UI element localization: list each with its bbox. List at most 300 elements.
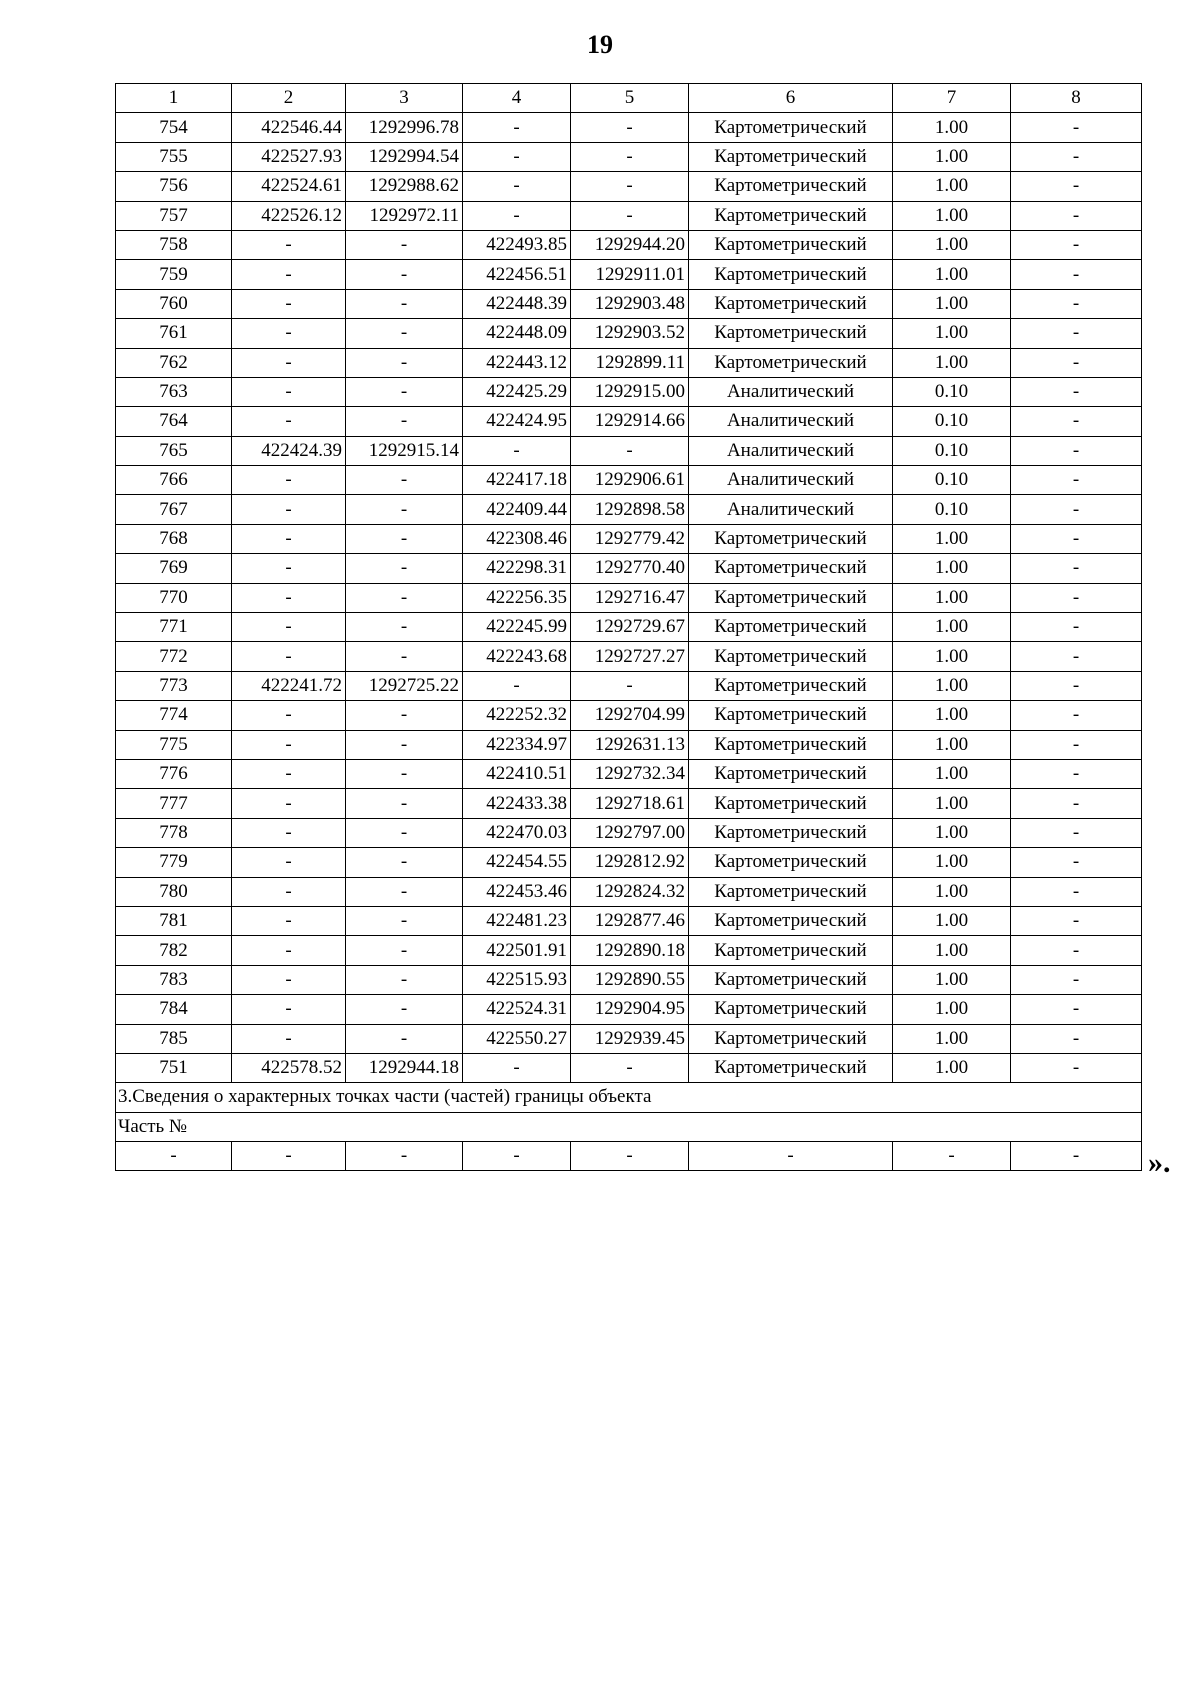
points-table — [115, 83, 1142, 1171]
table-row — [116, 436, 1142, 465]
header-row — [116, 84, 1142, 113]
cell-col-7: 1.00 — [893, 906, 1011, 935]
cell-col-7: 1.00 — [893, 230, 1011, 259]
table-row — [116, 671, 1142, 700]
cell-col-5: - — [571, 436, 689, 465]
cell-col-3: - — [346, 289, 463, 318]
cell-col-5: 1292770.40 — [571, 554, 689, 583]
cell-col-1: 774 — [116, 701, 232, 730]
cell-col-1: 781 — [116, 906, 232, 935]
table-row — [116, 524, 1142, 553]
cell-col-6: - — [689, 1142, 893, 1171]
cell-col-2: 422546.44 — [232, 113, 346, 142]
cell-col-6: Картометрический — [689, 583, 893, 612]
table-row — [116, 965, 1142, 994]
cell-col-5: 1292716.47 — [571, 583, 689, 612]
cell-col-2: - — [232, 524, 346, 553]
table-row — [116, 319, 1142, 348]
section-title: 3.Сведения о характерных точках части (частей) границы объекта — [116, 1083, 1142, 1112]
cell-col-5: - — [571, 1142, 689, 1171]
cell-col-4: 422433.38 — [463, 789, 571, 818]
cell-col-3: - — [346, 348, 463, 377]
cell-col-4: - — [463, 142, 571, 171]
cell-col-4: 422417.18 — [463, 466, 571, 495]
cell-col-1: 782 — [116, 936, 232, 965]
cell-col-8: - — [1011, 554, 1142, 583]
cell-col-7: 0.10 — [893, 436, 1011, 465]
cell-col-7: 1.00 — [893, 642, 1011, 671]
table-row — [116, 848, 1142, 877]
cell-col-7: 0.10 — [893, 466, 1011, 495]
cell-col-5: 1292911.01 — [571, 260, 689, 289]
cell-col-7: 1.00 — [893, 613, 1011, 642]
cell-col-1: 751 — [116, 1053, 232, 1082]
cell-col-6: Картометрический — [689, 1053, 893, 1082]
cell-col-7: 1.00 — [893, 554, 1011, 583]
cell-col-6: Аналитический — [689, 377, 893, 406]
cell-col-7: 1.00 — [893, 995, 1011, 1024]
cell-col-4: 422334.97 — [463, 730, 571, 759]
table-row — [116, 201, 1142, 230]
cell-col-1: 766 — [116, 466, 232, 495]
cell-col-3: - — [346, 848, 463, 877]
cell-col-1: 785 — [116, 1024, 232, 1053]
cell-col-8: - — [1011, 583, 1142, 612]
cell-col-1: 776 — [116, 759, 232, 788]
cell-col-6: Картометрический — [689, 642, 893, 671]
cell-col-3: - — [346, 407, 463, 436]
cell-col-8: - — [1011, 289, 1142, 318]
cell-col-7: 1.00 — [893, 818, 1011, 847]
cell-col-2: - — [232, 789, 346, 818]
cell-col-5: 1292903.52 — [571, 319, 689, 348]
cell-col-8: - — [1011, 789, 1142, 818]
cell-col-6: Картометрический — [689, 524, 893, 553]
cell-col-6: Аналитический — [689, 407, 893, 436]
part-label-row — [116, 1112, 1142, 1141]
cell-col-5: 1292898.58 — [571, 495, 689, 524]
cell-col-7: 0.10 — [893, 495, 1011, 524]
cell-col-1: 777 — [116, 789, 232, 818]
cell-col-2: - — [232, 230, 346, 259]
cell-col-7: 0.10 — [893, 377, 1011, 406]
cell-col-8: 8 — [1011, 84, 1142, 113]
cell-col-1: 779 — [116, 848, 232, 877]
cell-col-7: 1.00 — [893, 936, 1011, 965]
cell-col-3: - — [346, 319, 463, 348]
cell-col-4: 422515.93 — [463, 965, 571, 994]
cell-col-5: 1292631.13 — [571, 730, 689, 759]
table-row — [116, 906, 1142, 935]
cell-col-3: 1292996.78 — [346, 113, 463, 142]
part-label: Часть № — [116, 1112, 1142, 1141]
cell-col-2: - — [232, 818, 346, 847]
cell-col-1: 764 — [116, 407, 232, 436]
cell-col-5: - — [571, 671, 689, 700]
cell-col-5: 1292915.00 — [571, 377, 689, 406]
cell-col-1: 775 — [116, 730, 232, 759]
cell-col-7: 1.00 — [893, 524, 1011, 553]
cell-col-8: - — [1011, 877, 1142, 906]
cell-col-5: 1292903.48 — [571, 289, 689, 318]
cell-col-2: - — [232, 759, 346, 788]
cell-col-1: 771 — [116, 613, 232, 642]
cell-col-5: 1292704.99 — [571, 701, 689, 730]
table-row — [116, 466, 1142, 495]
cell-col-2: - — [232, 642, 346, 671]
cell-col-3: - — [346, 818, 463, 847]
cell-col-5: 1292812.92 — [571, 848, 689, 877]
cell-col-1: 773 — [116, 671, 232, 700]
cell-col-1: 768 — [116, 524, 232, 553]
cell-col-2: 422241.72 — [232, 671, 346, 700]
cell-col-1: 778 — [116, 818, 232, 847]
cell-col-7: 0.10 — [893, 407, 1011, 436]
cell-col-4: 422524.31 — [463, 995, 571, 1024]
cell-col-7: 1.00 — [893, 260, 1011, 289]
cell-col-4: 422243.68 — [463, 642, 571, 671]
cell-col-8: - — [1011, 466, 1142, 495]
cell-col-3: - — [346, 495, 463, 524]
cell-col-4: 422470.03 — [463, 818, 571, 847]
cell-col-5: 1292939.45 — [571, 1024, 689, 1053]
cell-col-8: - — [1011, 319, 1142, 348]
cell-col-2: 422424.39 — [232, 436, 346, 465]
cell-col-8: - — [1011, 260, 1142, 289]
table-row — [116, 789, 1142, 818]
cell-col-6: Картометрический — [689, 172, 893, 201]
cell-col-5: 1292890.55 — [571, 965, 689, 994]
cell-col-3: - — [346, 701, 463, 730]
table-row — [116, 377, 1142, 406]
cell-col-3: 1292915.14 — [346, 436, 463, 465]
cell-col-2: - — [232, 583, 346, 612]
cell-col-5: 1292732.34 — [571, 759, 689, 788]
table-row — [116, 495, 1142, 524]
cell-col-6: Аналитический — [689, 436, 893, 465]
cell-col-6: Картометрический — [689, 113, 893, 142]
cell-col-2: - — [232, 995, 346, 1024]
cell-col-2: - — [232, 1024, 346, 1053]
cell-col-7: 7 — [893, 84, 1011, 113]
cell-col-5: 1292877.46 — [571, 906, 689, 935]
cell-col-3: 1292972.11 — [346, 201, 463, 230]
table-row — [116, 642, 1142, 671]
cell-col-3: 1292944.18 — [346, 1053, 463, 1082]
cell-col-3: 1292988.62 — [346, 172, 463, 201]
cell-col-6: Картометрический — [689, 230, 893, 259]
cell-col-7: 1.00 — [893, 172, 1011, 201]
cell-col-2: - — [232, 1142, 346, 1171]
cell-col-3: - — [346, 936, 463, 965]
cell-col-6: Картометрический — [689, 995, 893, 1024]
cell-col-3: - — [346, 377, 463, 406]
cell-col-2: 2 — [232, 84, 346, 113]
section-title-row — [116, 1083, 1142, 1112]
table-row — [116, 172, 1142, 201]
cell-col-5: 1292779.42 — [571, 524, 689, 553]
table-row — [116, 818, 1142, 847]
cell-col-4: 422448.09 — [463, 319, 571, 348]
table-row — [116, 142, 1142, 171]
cell-col-1: 755 — [116, 142, 232, 171]
cell-col-7: 1.00 — [893, 201, 1011, 230]
cell-col-4: 422448.39 — [463, 289, 571, 318]
cell-col-8: - — [1011, 524, 1142, 553]
cell-col-2: 422578.52 — [232, 1053, 346, 1082]
cell-col-6: Картометрический — [689, 1024, 893, 1053]
cell-col-4: 422501.91 — [463, 936, 571, 965]
cell-col-3: - — [346, 906, 463, 935]
cell-col-3: - — [346, 995, 463, 1024]
cell-col-5: 5 — [571, 84, 689, 113]
table-row — [116, 289, 1142, 318]
cell-col-4: - — [463, 201, 571, 230]
cell-col-2: - — [232, 965, 346, 994]
cell-col-3: - — [346, 1142, 463, 1171]
cell-col-4: 422409.44 — [463, 495, 571, 524]
cell-col-1: 780 — [116, 877, 232, 906]
cell-col-8: - — [1011, 848, 1142, 877]
cell-col-8: - — [1011, 965, 1142, 994]
cell-col-7: 1.00 — [893, 583, 1011, 612]
table-row — [116, 230, 1142, 259]
cell-col-3: - — [346, 583, 463, 612]
table-row — [116, 759, 1142, 788]
cell-col-7: 1.00 — [893, 789, 1011, 818]
cell-col-3: - — [346, 642, 463, 671]
cell-col-3: - — [346, 260, 463, 289]
cell-col-5: 1292914.66 — [571, 407, 689, 436]
cell-col-8: - — [1011, 113, 1142, 142]
cell-col-5: 1292718.61 — [571, 789, 689, 818]
cell-col-1: - — [116, 1142, 232, 1171]
cell-col-7: - — [893, 1142, 1011, 1171]
table-row — [116, 1053, 1142, 1082]
cell-col-1: 783 — [116, 965, 232, 994]
cell-col-4: 422550.27 — [463, 1024, 571, 1053]
closing-mark: ». — [1148, 1146, 1171, 1179]
cell-col-2: 422527.93 — [232, 142, 346, 171]
cell-col-6: Картометрический — [689, 671, 893, 700]
cell-col-4: 422456.51 — [463, 260, 571, 289]
cell-col-4: - — [463, 172, 571, 201]
cell-col-2: - — [232, 319, 346, 348]
cell-col-1: 757 — [116, 201, 232, 230]
cell-col-5: 1292727.27 — [571, 642, 689, 671]
cell-col-5: 1292944.20 — [571, 230, 689, 259]
table-row — [116, 701, 1142, 730]
cell-col-8: - — [1011, 818, 1142, 847]
cell-col-1: 758 — [116, 230, 232, 259]
cell-col-6: Аналитический — [689, 466, 893, 495]
cell-col-6: Картометрический — [689, 789, 893, 818]
cell-col-4: - — [463, 436, 571, 465]
cell-col-4: 422245.99 — [463, 613, 571, 642]
cell-col-4: 422443.12 — [463, 348, 571, 377]
table-row — [116, 583, 1142, 612]
table-row — [116, 113, 1142, 142]
cell-col-1: 784 — [116, 995, 232, 1024]
cell-col-2: - — [232, 701, 346, 730]
cell-col-2: - — [232, 407, 346, 436]
cell-col-7: 1.00 — [893, 759, 1011, 788]
cell-col-3: - — [346, 759, 463, 788]
cell-col-2: - — [232, 877, 346, 906]
table-row — [116, 936, 1142, 965]
cell-col-1: 754 — [116, 113, 232, 142]
cell-col-3: - — [346, 554, 463, 583]
cell-col-8: - — [1011, 348, 1142, 377]
cell-col-2: - — [232, 906, 346, 935]
cell-col-1: 772 — [116, 642, 232, 671]
cell-col-6: Картометрический — [689, 936, 893, 965]
page-number: 19 — [587, 30, 613, 59]
cell-col-3: - — [346, 1024, 463, 1053]
cell-col-1: 756 — [116, 172, 232, 201]
cell-col-2: - — [232, 260, 346, 289]
cell-col-8: - — [1011, 642, 1142, 671]
table-body — [116, 84, 1142, 1171]
cell-col-3: 3 — [346, 84, 463, 113]
cell-col-6: Картометрический — [689, 319, 893, 348]
cell-col-2: - — [232, 348, 346, 377]
cell-col-7: 1.00 — [893, 1024, 1011, 1053]
cell-col-8: - — [1011, 701, 1142, 730]
cell-col-1: 767 — [116, 495, 232, 524]
cell-col-8: - — [1011, 436, 1142, 465]
cell-col-4: 422298.31 — [463, 554, 571, 583]
cell-col-4: 422410.51 — [463, 759, 571, 788]
cell-col-7: 1.00 — [893, 289, 1011, 318]
cell-col-3: - — [346, 524, 463, 553]
cell-col-6: Картометрический — [689, 965, 893, 994]
cell-col-7: 1.00 — [893, 142, 1011, 171]
cell-col-4: 422454.55 — [463, 848, 571, 877]
cell-col-4: 422308.46 — [463, 524, 571, 553]
cell-col-6: Аналитический — [689, 495, 893, 524]
cell-col-6: Картометрический — [689, 730, 893, 759]
cell-col-6: Картометрический — [689, 613, 893, 642]
cell-col-3: - — [346, 613, 463, 642]
cell-col-8: - — [1011, 995, 1142, 1024]
cell-col-8: - — [1011, 495, 1142, 524]
cell-col-6: 6 — [689, 84, 893, 113]
cell-col-4: - — [463, 1142, 571, 1171]
cell-col-2: - — [232, 377, 346, 406]
table-row — [116, 730, 1142, 759]
table-row — [116, 613, 1142, 642]
table-row — [116, 1024, 1142, 1053]
cell-col-6: Картометрический — [689, 289, 893, 318]
cell-col-8: - — [1011, 730, 1142, 759]
cell-col-7: 1.00 — [893, 877, 1011, 906]
cell-col-7: 1.00 — [893, 730, 1011, 759]
cell-col-3: - — [346, 466, 463, 495]
cell-col-2: - — [232, 936, 346, 965]
cell-col-8: - — [1011, 230, 1142, 259]
cell-col-4: 4 — [463, 84, 571, 113]
table-row — [116, 877, 1142, 906]
cell-col-3: - — [346, 789, 463, 818]
cell-col-6: Картометрический — [689, 818, 893, 847]
cell-col-7: 1.00 — [893, 701, 1011, 730]
cell-col-3: - — [346, 730, 463, 759]
cell-col-1: 759 — [116, 260, 232, 289]
cell-col-7: 1.00 — [893, 319, 1011, 348]
cell-col-6: Картометрический — [689, 848, 893, 877]
cell-col-5: 1292906.61 — [571, 466, 689, 495]
cell-col-3: - — [346, 965, 463, 994]
cell-col-6: Картометрический — [689, 906, 893, 935]
cell-col-3: 1292994.54 — [346, 142, 463, 171]
cell-col-7: 1.00 — [893, 671, 1011, 700]
cell-col-1: 763 — [116, 377, 232, 406]
cell-col-5: - — [571, 113, 689, 142]
cell-col-5: 1292904.95 — [571, 995, 689, 1024]
cell-col-8: - — [1011, 172, 1142, 201]
cell-col-7: 1.00 — [893, 113, 1011, 142]
cell-col-1: 769 — [116, 554, 232, 583]
cell-col-1: 761 — [116, 319, 232, 348]
cell-col-5: 1292899.11 — [571, 348, 689, 377]
cell-col-1: 762 — [116, 348, 232, 377]
cell-col-6: Картометрический — [689, 877, 893, 906]
cell-col-8: - — [1011, 906, 1142, 935]
cell-col-8: - — [1011, 1024, 1142, 1053]
cell-col-8: - — [1011, 936, 1142, 965]
cell-col-8: - — [1011, 1142, 1142, 1171]
cell-col-6: Картометрический — [689, 201, 893, 230]
cell-col-8: - — [1011, 377, 1142, 406]
cell-col-5: 1292729.67 — [571, 613, 689, 642]
cell-col-6: Картометрический — [689, 554, 893, 583]
cell-col-6: Картометрический — [689, 142, 893, 171]
cell-col-2: - — [232, 495, 346, 524]
cell-col-7: 1.00 — [893, 1053, 1011, 1082]
cell-col-4: - — [463, 671, 571, 700]
cell-col-6: Картометрический — [689, 260, 893, 289]
cell-col-2: - — [232, 613, 346, 642]
cell-col-2: - — [232, 289, 346, 318]
cell-col-8: - — [1011, 142, 1142, 171]
cell-col-4: 422252.32 — [463, 701, 571, 730]
table-row — [116, 554, 1142, 583]
cell-col-5: - — [571, 1053, 689, 1082]
cell-col-6: Картометрический — [689, 701, 893, 730]
cell-col-5: 1292797.00 — [571, 818, 689, 847]
cell-col-1: 1 — [116, 84, 232, 113]
cell-col-1: 770 — [116, 583, 232, 612]
cell-col-7: 1.00 — [893, 348, 1011, 377]
cell-col-5: - — [571, 142, 689, 171]
cell-col-7: 1.00 — [893, 965, 1011, 994]
cell-col-4: 422493.85 — [463, 230, 571, 259]
cell-col-8: - — [1011, 407, 1142, 436]
table-container — [115, 83, 1141, 1171]
cell-col-8: - — [1011, 613, 1142, 642]
cell-col-5: - — [571, 172, 689, 201]
cell-col-2: 422524.61 — [232, 172, 346, 201]
cell-col-8: - — [1011, 759, 1142, 788]
cell-col-4: 422453.46 — [463, 877, 571, 906]
cell-col-2: - — [232, 466, 346, 495]
cell-col-4: 422424.95 — [463, 407, 571, 436]
cell-col-1: 760 — [116, 289, 232, 318]
cell-col-4: - — [463, 113, 571, 142]
cell-col-5: 1292890.18 — [571, 936, 689, 965]
cell-col-2: - — [232, 730, 346, 759]
